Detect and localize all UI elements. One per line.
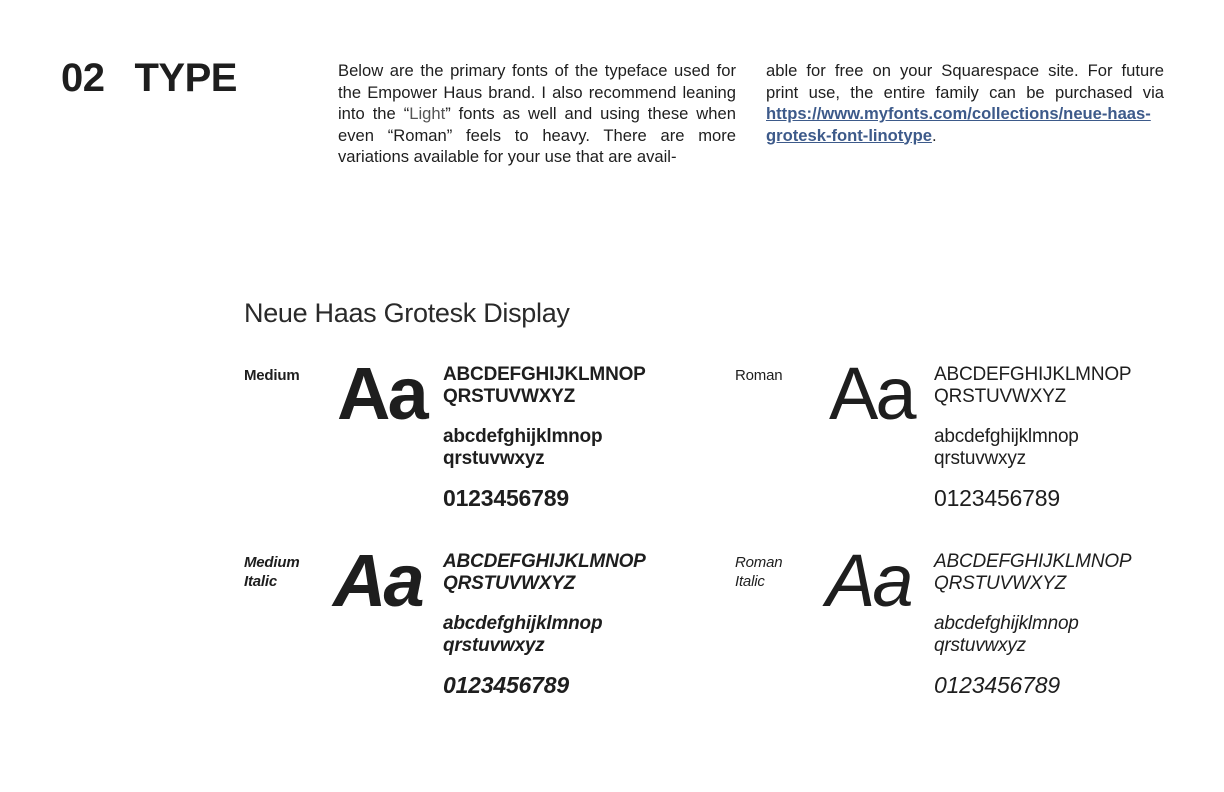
lowercase-roman-italic: [934, 613, 1079, 657]
style-label-medium: [244, 366, 299, 385]
intro-text: able for free on your Squarespace site. For future print use, the entire family can be purchased via: [766, 61, 1164, 102]
lowercase-line: abcdefghijklmnop: [934, 613, 1079, 634]
intro-paragraph-col1: [338, 60, 736, 168]
section-number: 02: [61, 56, 105, 100]
label-line: Roman: [735, 367, 783, 384]
font-family-title: Neue Haas Grotesk Display: [244, 298, 570, 328]
lowercase-line: abcdefghijklmnop: [934, 426, 1079, 447]
lowercase-line: qrstuvwxyz: [443, 448, 545, 469]
uppercase-line: ABCDEFGHIJKLMNOP: [443, 551, 646, 572]
uppercase-line: ABCDEFGHIJKLMNOP: [934, 364, 1132, 385]
style-label-roman-italic: [735, 553, 782, 591]
label-line: Roman: [735, 554, 783, 571]
label-line: Medium: [244, 367, 300, 384]
digits-roman: 0123456789: [934, 485, 1060, 511]
section-title: TYPE: [134, 56, 237, 100]
sample-glyph-roman: Aa: [829, 352, 914, 435]
section-heading: [61, 56, 237, 100]
lowercase-medium-italic: [443, 613, 602, 657]
uppercase-medium-italic: [443, 551, 646, 595]
sample-glyph-medium-italic: Aa: [333, 539, 422, 622]
intro-paragraph-col2: [766, 60, 1164, 146]
intro-text: Below are the primary fonts of the typeface used for the Empower Haus brand. I also recommend leaning into the “: [338, 61, 736, 123]
uppercase-line: QRSTUVWXYZ: [934, 573, 1067, 594]
lowercase-line: qrstuvwxyz: [934, 635, 1026, 656]
uppercase-roman: [934, 364, 1131, 408]
intro-text: ” fonts as well and using these when even “Roman” feels to heavy. There are more variations available for your use that are avail-: [338, 104, 736, 166]
label-line: Italic: [244, 573, 277, 590]
sample-glyph-medium: Aa: [337, 352, 426, 435]
style-label-roman: [735, 366, 782, 385]
uppercase-line: ABCDEFGHIJKLMNOP: [934, 551, 1132, 572]
uppercase-line: QRSTUVWXYZ: [934, 386, 1067, 407]
label-line: Medium: [244, 554, 300, 571]
lowercase-roman: [934, 426, 1079, 470]
digits-medium-italic: 0123456789: [443, 672, 569, 698]
style-label-medium-italic: [244, 553, 299, 591]
uppercase-line: QRSTUVWXYZ: [443, 573, 576, 594]
lowercase-line: qrstuvwxyz: [443, 635, 545, 656]
lowercase-line: abcdefghijklmnop: [443, 426, 603, 447]
uppercase-line: QRSTUVWXYZ: [443, 386, 576, 407]
lowercase-line: abcdefghijklmnop: [443, 613, 603, 634]
light-word: Light: [409, 104, 446, 123]
uppercase-roman-italic: [934, 551, 1131, 595]
intro-text: .: [931, 125, 937, 145]
sample-glyph-roman-italic: Aa: [826, 539, 911, 622]
digits-roman-italic: 0123456789: [934, 672, 1060, 698]
digits-medium: 0123456789: [443, 485, 569, 511]
uppercase-medium: [443, 364, 646, 408]
lowercase-medium: [443, 426, 602, 470]
label-line: Italic: [735, 573, 765, 590]
lowercase-line: qrstuvwxyz: [934, 448, 1026, 469]
uppercase-line: ABCDEFGHIJKLMNOP: [443, 364, 646, 385]
myfonts-link[interactable]: https://www.myfonts.com/collections/neue-haas-grotesk-font-linotype: [766, 104, 1151, 145]
